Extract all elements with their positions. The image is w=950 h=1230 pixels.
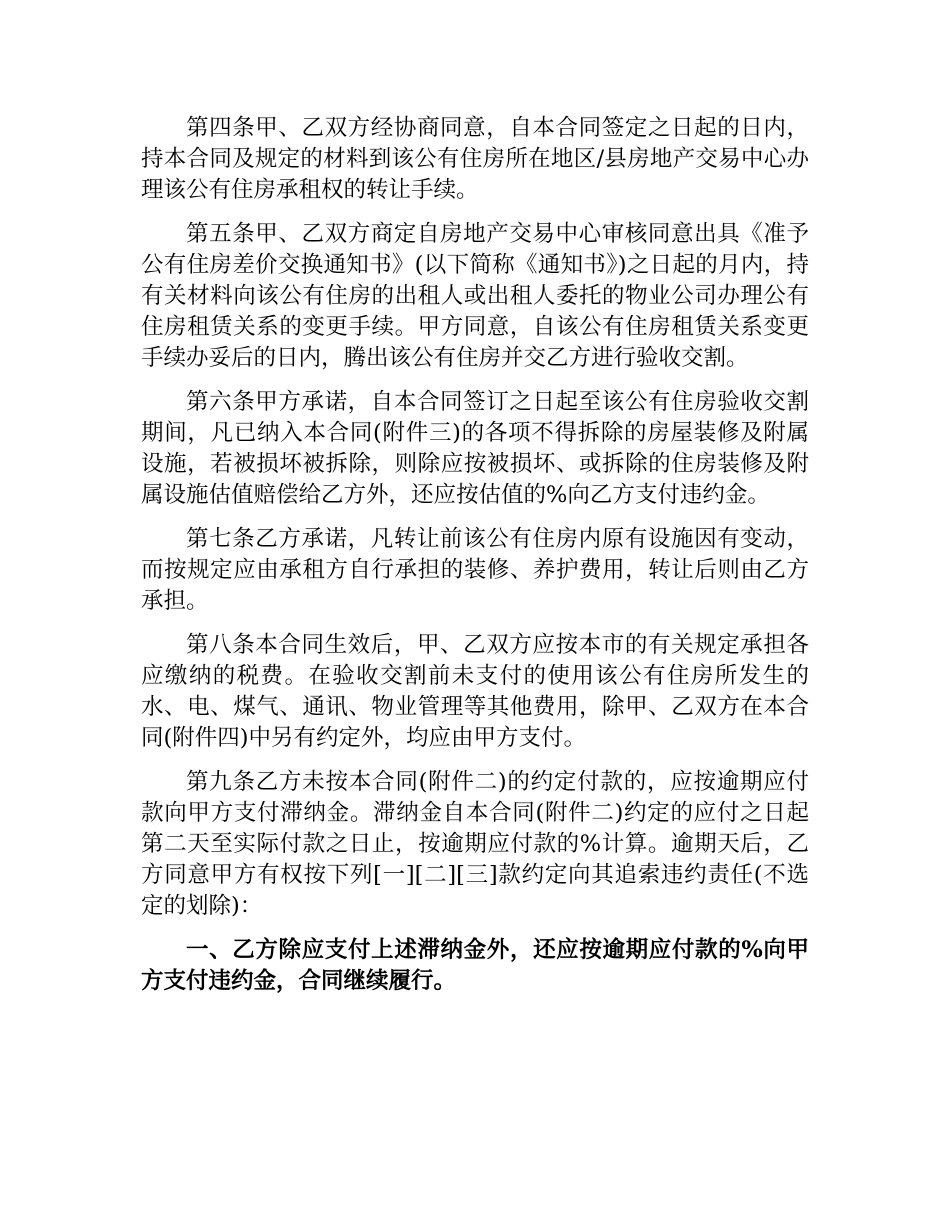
article-6-paragraph: 第六条甲方承诺，自本合同签订之日起至该公有住房验收交割期间，凡已纳入本合同(附件三)的各项不得拆除的房屋装修及附属设施，若被损坏被拆除，则除应按被损坏、或拆除的住房装修及附属设施估值赔偿给乙方外，还应按估值的%向乙方支付违约金。	[141, 389, 809, 508]
article-5-paragraph: 第五条甲、乙双方商定自房地产交易中心审核同意出具《准予公有住房差价交换通知书》(以下简称《通知书》)之日起的月内，持有关材料向该公有住房的出租人或出租人委托的物业公司办理公有住房租赁关系的变更手续。甲方同意，自该公有住房租赁关系变更手续办妥后的日内，腾出该公有住房并交乙方进行验收交割。	[141, 221, 809, 371]
article-9-paragraph: 第九条乙方未按本合同(附件二)的约定付款的，应按逾期应付款向甲方支付滞纳金。滞纳金自本合同(附件二)约定的应付之日起第二天至实际付款之日止，按逾期应付款的%计算。逾期天后，乙方同意甲方有权按下列[一][二][三]款约定向其追索违约责任(不选定的划除)：	[141, 769, 809, 919]
clause-1-paragraph: 一、乙方除应支付上述滞纳金外，还应按逾期应付款的%向甲方支付违约金，合同继续履行。	[141, 937, 809, 994]
article-4-paragraph: 第四条甲、乙双方经协商同意，自本合同签定之日起的日内，持本合同及规定的材料到该公有住房所在地区/县房地产交易中心办理该公有住房承租权的转让手续。	[141, 115, 809, 203]
article-7-paragraph: 第七条乙方承诺，凡转让前该公有住房内原有设施因有变动，而按规定应由承租方自行承担的装修、养护费用，转让后则由乙方承担。	[141, 526, 809, 614]
article-8-paragraph: 第八条本合同生效后，甲、乙双方应按本市的有关规定承担各应缴纳的税费。在验收交割前未支付的使用该公有住房所发生的水、电、煤气、通讯、物业管理等其他费用，除甲、乙双方在本合同(附件四)中另有约定外，均应由甲方支付。	[141, 632, 809, 751]
document-body	[141, 113, 809, 1010]
